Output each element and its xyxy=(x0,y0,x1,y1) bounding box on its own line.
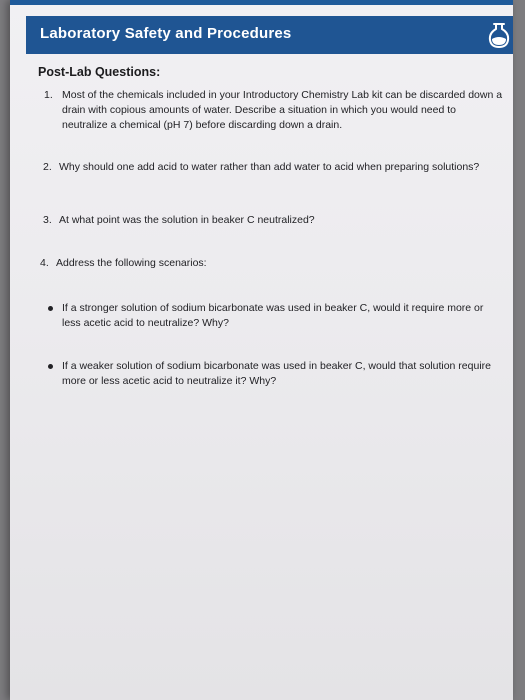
scenario-text: If a stronger solution of sodium bicarbonate was used in beaker C, would it require more or less acetic acid to neutralize? Why? xyxy=(62,302,484,329)
question-number: 1. xyxy=(44,89,53,101)
bullet-icon xyxy=(48,364,53,369)
post-lab-heading: Post-Lab Questions: xyxy=(38,65,161,79)
top-color-strip xyxy=(10,0,513,5)
title-banner xyxy=(26,16,513,54)
scenario-2 xyxy=(62,359,502,389)
question-number: 4. xyxy=(40,257,49,269)
question-3 xyxy=(43,213,483,228)
question-4 xyxy=(40,256,480,271)
worksheet-page xyxy=(10,0,513,700)
question-text: At what point was the solution in beaker C neutralized? xyxy=(59,214,315,226)
question-1 xyxy=(44,88,504,133)
question-number: 3. xyxy=(43,214,52,226)
bullet-icon xyxy=(48,306,53,311)
question-number: 2. xyxy=(43,161,52,173)
worksheet-title: Laboratory Safety and Procedures xyxy=(40,25,292,42)
scenario-text: If a weaker solution of sodium bicarbonate was used in beaker C, would that solution require more or less acetic acid to neutralize it? Why? xyxy=(62,360,491,387)
question-text: Address the following scenarios: xyxy=(56,257,207,269)
flask-icon xyxy=(486,21,512,49)
question-text: Most of the chemicals included in your Introductory Chemistry Lab kit can be discarded down a drain with copious amounts of water. Describe a situation in which you would need to neutralize a chemical (pH 7) before discarding down a drain. xyxy=(62,89,503,131)
question-text: Why should one add acid to water rather than add water to acid when preparing solutions? xyxy=(59,161,480,173)
scenario-1 xyxy=(62,301,502,331)
question-2 xyxy=(43,160,483,175)
